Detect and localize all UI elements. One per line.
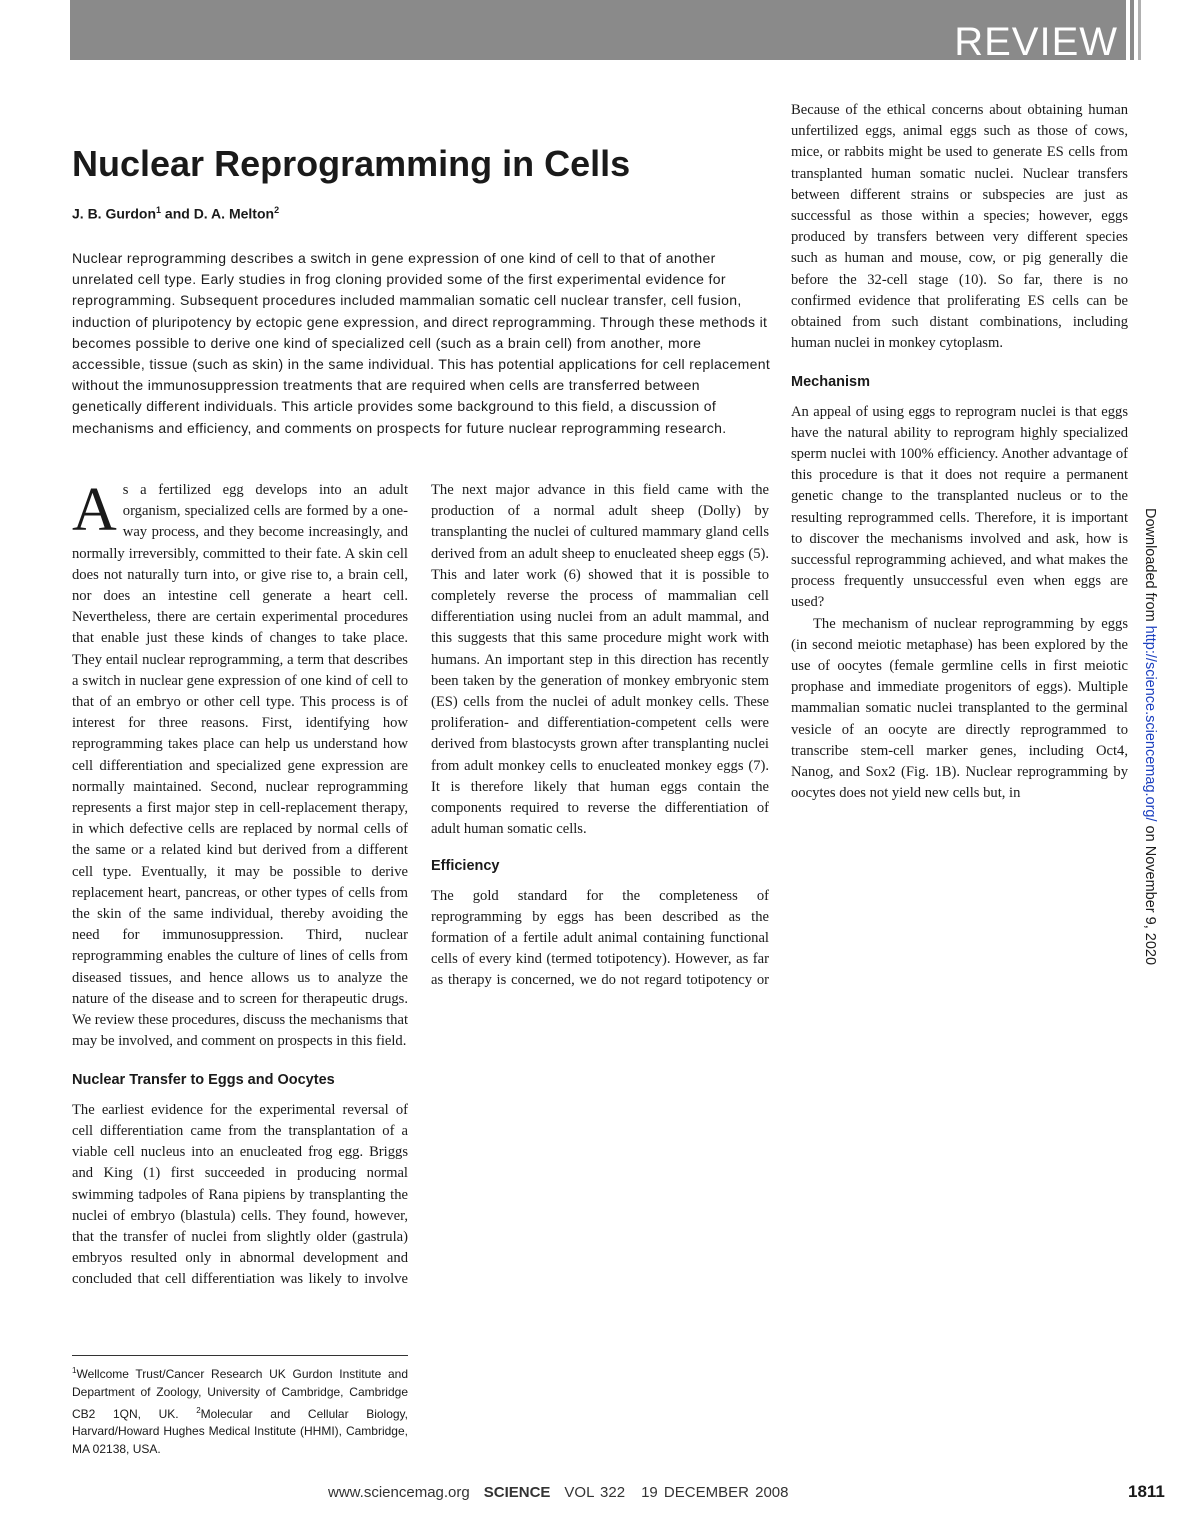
download-notice [1142, 508, 1158, 965]
footnote-divider [72, 1355, 408, 1356]
author-melton: D. A. Melton [193, 205, 275, 222]
drop-cap: A [72, 476, 117, 544]
section-heading-nuclear-transfer: Nuclear Transfer to Eggs and Oocytes [72, 1072, 335, 1089]
footer-volume: VOL 322 [564, 1484, 626, 1501]
footnote-marker-1: 1 [72, 1366, 77, 1375]
page-number: 1811 [1128, 1482, 1165, 1501]
efficiency-paragraph-1: The gold standard for the completeness of reprogramming by eggs has been described as the formation of a fertile adult animal containing functional cells of every kind (termed totipotency). However, as far as therapy is concerned, we do not regard totipotency or [431, 887, 769, 989]
author-affil-2: 2 [274, 205, 280, 215]
footer-site: www.sciencemag.org [328, 1484, 470, 1501]
review-banner [70, 0, 1126, 64]
banner-edge-mark [1130, 0, 1134, 60]
footnote-affiliation-1: Wellcome Trust/Cancer Research UK Gurdon Institute and Department of Zoology, University of Cambridge, Cambridge CB2 1QN, UK. [72, 1367, 408, 1421]
footer-date: 19 DECEMBER 2008 [641, 1484, 789, 1501]
nuclear-transfer-paragraph-2: The next major advance in this field came with the production of a normal adult sheep (Dolly) by transplanting the nuclei of cultured mammary gland cells derived from an adult sheep to enucleated sheep eggs (5). This and later work (6) showed that it is possible to completely reverse the process of mammalian cell differentiation using nuclei from an adult mammal, and this suggests that this same procedure might work with humans. An important step in this direction has recently been taken by the generation of monkey embryonic stem (ES) cells from the nuclei of adult monkey cells. These proliferation- and differentiation-competent cells were derived from blastocysts grown after transplanting nuclei from adult monkey cells to enucleated monkey eggs (7). It is therefore likely that human eggs contain the components required to reverse the differentiation of adult human somatic cells. [431, 482, 769, 838]
mechanism-paragraph-2: The mechanism of nuclear reprogramming by eggs (in second meiotic metaphase) has been explored by the use of oocytes (female germline cells in first meiotic prophase and immediate progenitors of eggs). Multiple mammalian somatic nuclei transplanted to the germinal vesicle of an oocyte are directly reprogrammed to transcribe stem-cell marker genes, including Oct4, Nanog, and Sox2 (Fig. 1B). Nuclear reprogramming by oocytes does not yield new cells but, in [791, 615, 1128, 802]
download-notice-prefix: Downloaded from [1142, 508, 1158, 626]
download-link[interactable]: http://science.sciencemag.org/ [1142, 625, 1158, 822]
author-line [72, 205, 279, 222]
banner-label: REVIEW [954, 20, 1118, 64]
efficiency-paragraph-2: Because of the ethical concerns about obtaining human unfertilized eggs, animal eggs such as those of cows, mice, or rabbits might be used to generate ES cells from transplanted human somatic nuclei. Nuclear transfers between different strains or subspecies are just as successful as those within a species; however, eggs produced by transfers between very different species such as human and mouse, cow, or pig generally die before the 32-cell stage (10). So far, there is no confirmed evidence that proliferating ES cells can be obtained from such distant combinations, including human nuclei in monkey cytoplasm. [791, 102, 1128, 352]
section-heading-efficiency: Efficiency [431, 858, 500, 875]
author-affil-1: 1 [156, 205, 162, 215]
nuclear-transfer-paragraph-1: The earliest evidence for the experimental reversal of cell differentiation came from the transplantation of a viable cell nucleus into an enucleated frog egg. Briggs and King (1) first succeeded in producing normal swimming tadpoles of Rana pipiens by transplanting the nuclei of embryo (blastula) cells. They found, however, that the transfer of nuclei from slightly older (gastrula) embryos resulted only in abnormal development and concluded that cell differentiation was likely to involve [72, 1101, 408, 1288]
footer-journal: SCIENCE [483, 1484, 551, 1501]
banner-edge-mark-2 [1138, 0, 1141, 60]
affiliation-footnote [72, 1362, 408, 1459]
column-3 [791, 100, 1128, 805]
download-notice-suffix: on November 9, 2020 [1142, 821, 1158, 966]
intro-paragraph [72, 476, 408, 1052]
page-footer [328, 1484, 788, 1501]
column-2 [431, 480, 769, 992]
column-1 [72, 476, 408, 1290]
author-connector: and [161, 205, 194, 222]
footnote-affiliation-2: Molecular and Cellular Biology, Harvard/Howard Hughes Medical Institute (HHMI), Cambridge, MA 02138, USA. [72, 1406, 408, 1457]
intro-text: s a fertilized egg develops into an adult organism, specialized cells are formed by a one-way process, and they become increasingly, and normally irreversibly, committed to their fate. A skin cell does not naturally turn into, or give rise to, a brain cell, nor does an intestine cell generate a heart cell. Nevertheless, there are certain experimental procedures that enable just these kinds of changes to take place. They entail nuclear reprogramming, a term that describes a switch in nuclear gene expression of one kind of cell to that of an embryo or other cell type. This process is of interest for three reasons. First, identifying how reprogramming takes place can help us understand how cell differentiation and specialized gene expression are normally maintained. Second, nuclear reprogramming represents a first major step in cell-replacement therapy, in which defective cells are replaced by normal cells of the same or a related kind but derived from a different cell type. Eventually, it may be possible to derive replacement heart, pancreas, or other types of cells from the skin of the same individual, thereby avoiding the need for immunosuppression. Third, nuclear reprogramming enables the culture of lines of cells from diseased tissues, and hence allows us to analyze the nature of the disease and to screen for therapeutic drugs. We review these procedures, discuss the mechanisms that may be involved, and comment on prospects in this field. [72, 482, 408, 1050]
footnote-marker-2: 2 [196, 1405, 201, 1415]
section-heading-mechanism: Mechanism [791, 374, 870, 391]
article-title: Nuclear Reprogramming in Cells [72, 143, 631, 184]
abstract: Nuclear reprogramming describes a switch in gene expression of one kind of cell to that of another unrelated cell type. Early studies in frog cloning provided some of the first experimental evidence for reprogramming. Subsequent procedures included mammalian somatic cell nuclear transfer, cell fusion, induction of pluripotency by ectopic gene expression, and direct reprogramming. Through these methods it becomes possible to derive one kind of specialized cell (such as a brain cell) from another, more accessible, tissue (such as skin) in the same individual. This has potential applications for cell replacement without the immunosuppression treatments that are required when cells are transferred between genetically different individuals. This article provides some background to this field, a discussion of mechanisms and efficiency, and comments on prospects for future nuclear reprogramming research. [72, 250, 771, 436]
author-gurdon: J. B. Gurdon [72, 205, 156, 222]
mechanism-paragraph-1: An appeal of using eggs to reprogram nuclei is that eggs have the natural ability to reprogram highly specialized sperm nuclei with 100% efficiency. Another advantage of this procedure is that it does not require a permanent genetic change to the transplanted nucleus or to the resulting reprogrammed cells. Therefore, it is important to discover the mechanisms involved and ask, how is successful reprogramming achieved, and what makes the process frequently unsuccessful even when eggs are used? [791, 403, 1128, 611]
